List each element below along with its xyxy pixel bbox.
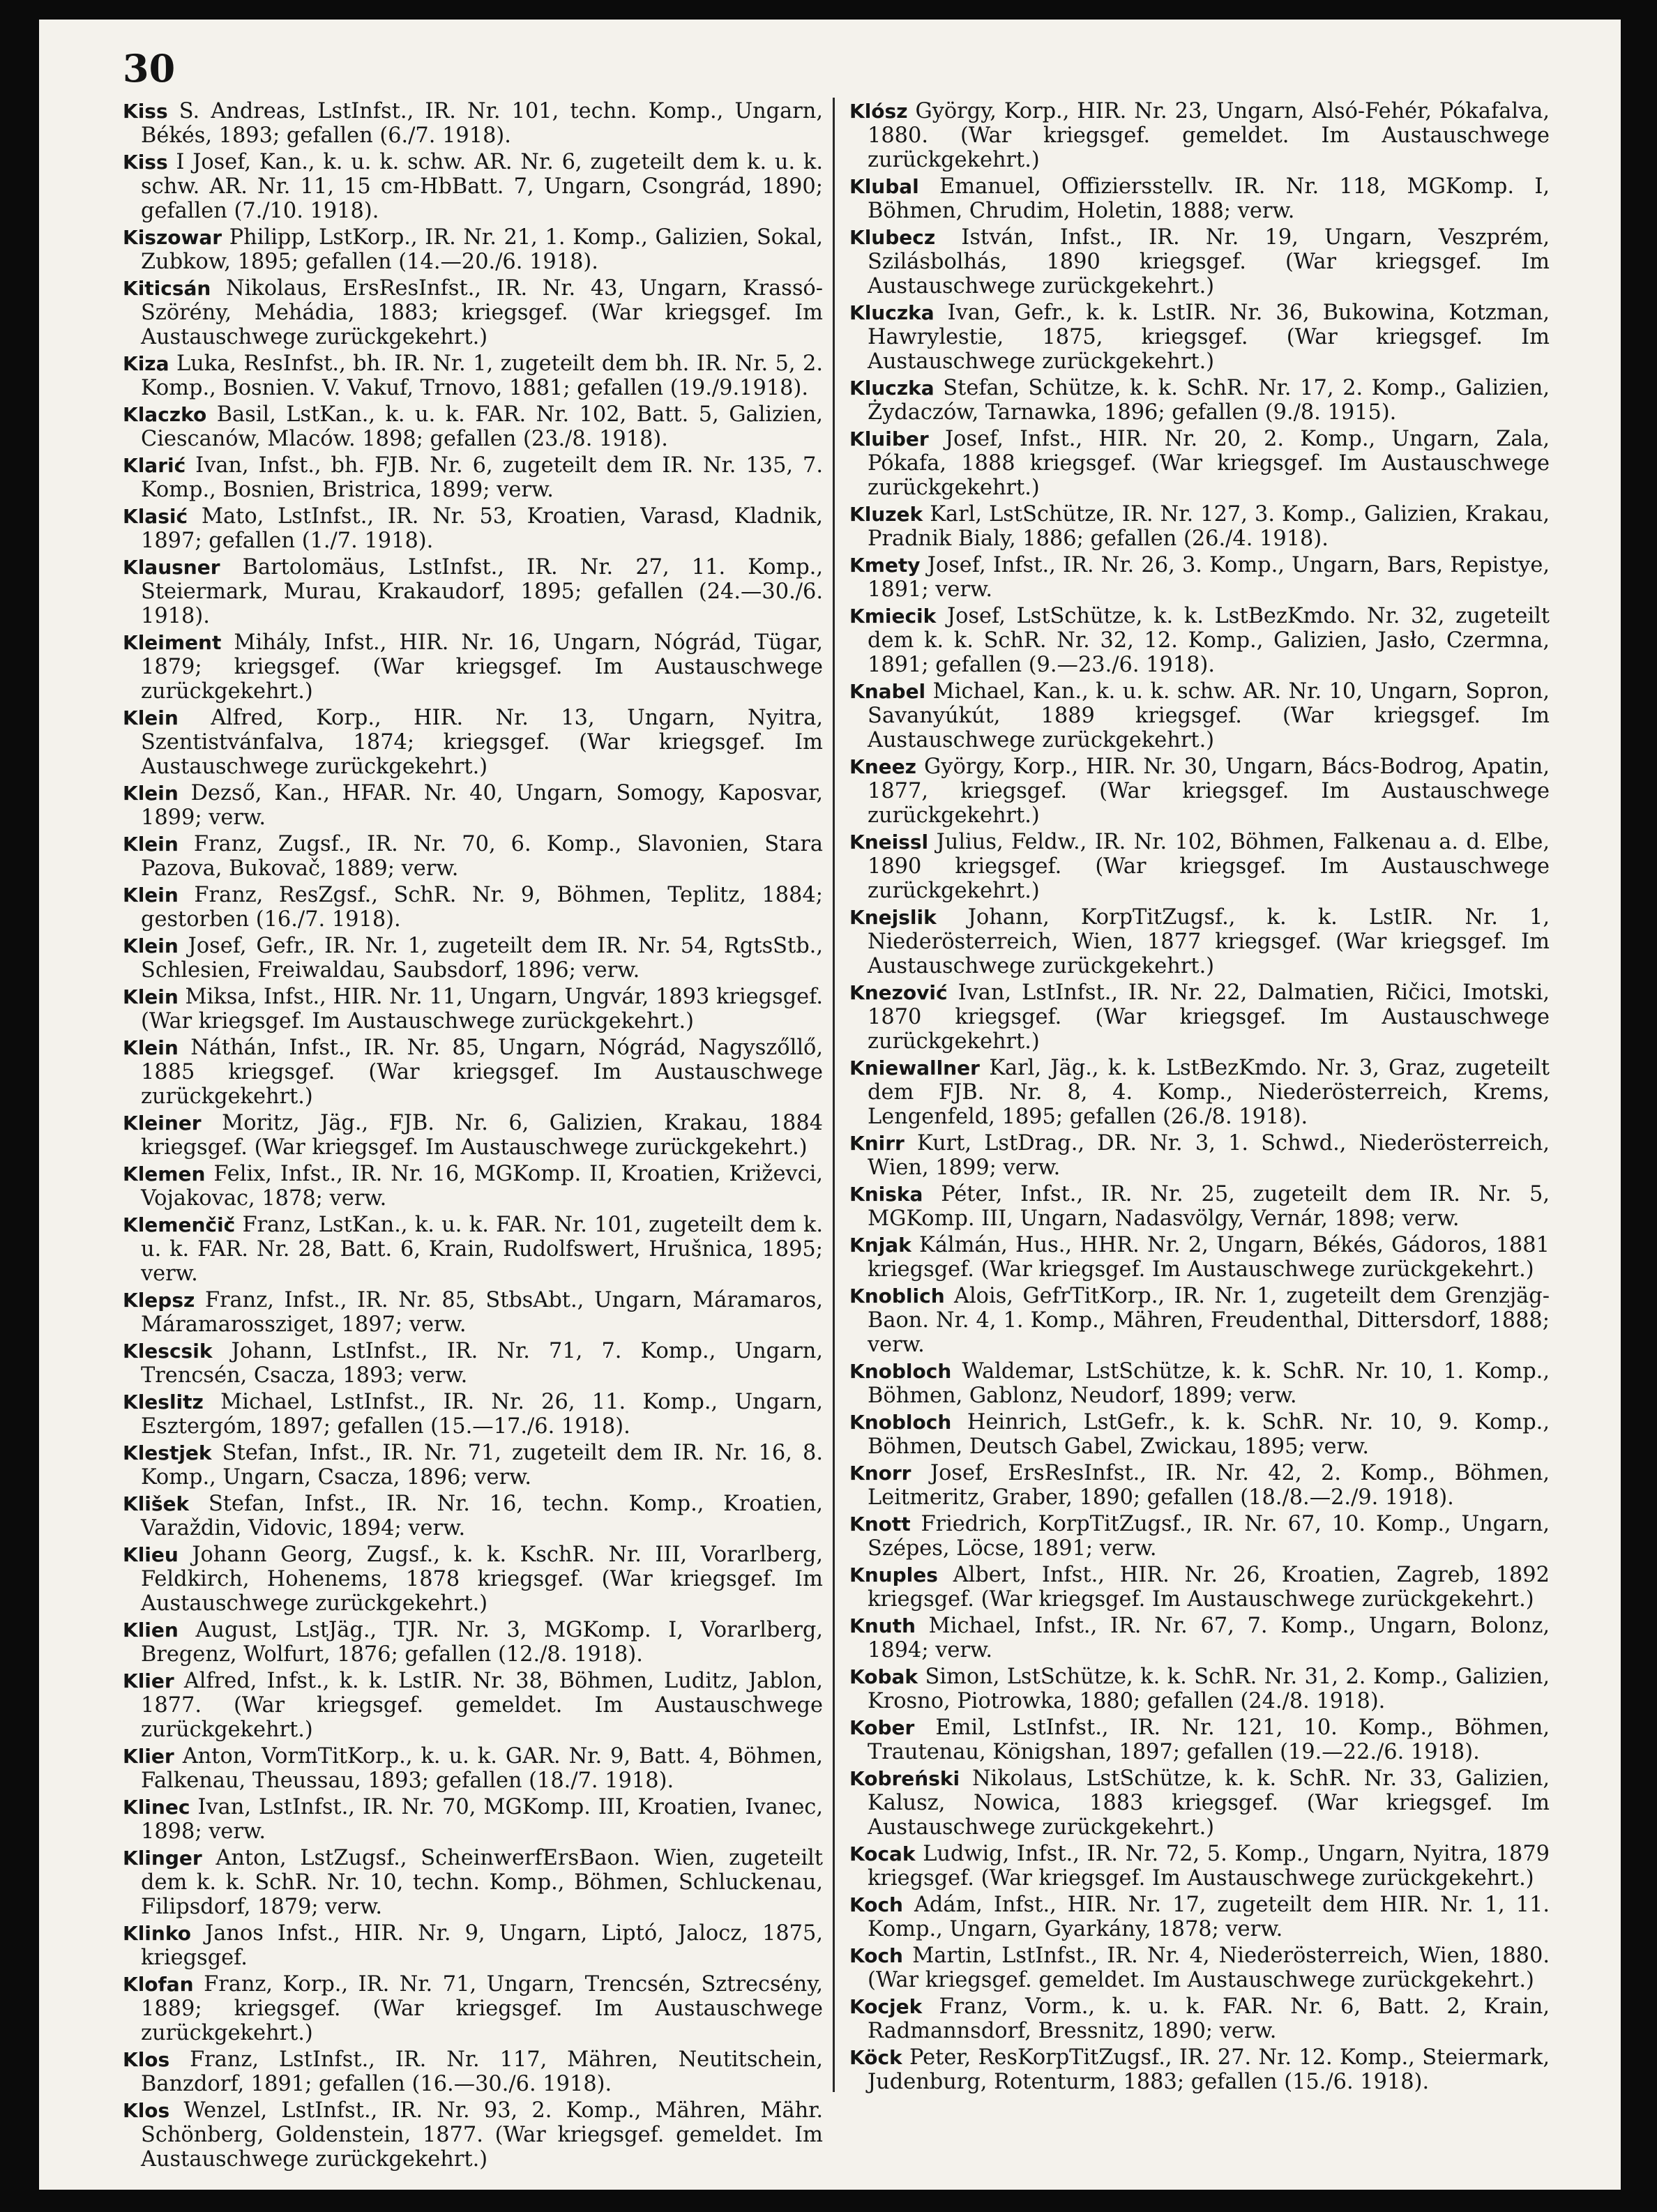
entry-text: Alfred, Infst., k. k. LstIR. Nr. 38, Böhmen, Luditz, Jablon, 1877. (War kriegsgef. gemeldet. Im Austauschwege zurückgekehrt.): [141, 1669, 823, 1742]
list-item: [849, 1131, 1550, 1180]
entry-name: Kiszowar: [123, 226, 222, 249]
entry-name: Kobak: [849, 1665, 918, 1688]
entry-name: Knorr: [849, 1462, 911, 1485]
entry-text: Dezső, Kan., HFAR. Nr. 40, Ungarn, Somogy, Kaposvar, 1899; verw.: [141, 781, 823, 830]
entry-text: Albert, Infst., HIR. Nr. 26, Kroatien, Zagreb, 1892 kriegsgef. (War kriegsgef. Im Austauschwege zurückgekehrt.): [868, 1563, 1550, 1612]
entry-name: Kneissl: [849, 831, 929, 854]
list-item: [849, 1614, 1550, 1662]
entry-name: Kniewallner: [849, 1056, 980, 1080]
entry-name: Kluczka: [849, 301, 935, 324]
entry-text: Emil, LstInfst., IR. Nr. 121, 10. Komp., Böhmen, Trautenau, Königshan, 1897; gefallen (19.—22./6. 1918).: [868, 1715, 1550, 1764]
list-item: [849, 755, 1550, 828]
list-item: [849, 2045, 1550, 2094]
entry-text: Ivan, LstInfst., IR. Nr. 70, MGKomp. III, Kroatien, Ivanec, 1898; verw.: [141, 1795, 823, 1844]
list-item: [123, 781, 823, 830]
entry-text: Karl, Jäg., k. k. LstBezKmdo. Nr. 3, Graz, zugeteilt dem FJB. Nr. 8, 4. Komp., Niederösterreich, Krems, Lengenfeld, 1895; gefallen (26./8. 1918).: [868, 1056, 1550, 1129]
entry-name: Kleiner: [123, 1112, 202, 1135]
entry-name: Kocjek: [849, 1995, 923, 2018]
entry-text: Michael, Kan., k. u. k. schw. AR. Nr. 10, Ungarn, Sopron, Savanyúkút, 1889 kriegsgef. (War kriegsgef. Im Austauschwege zurückgekehrt.): [868, 679, 1550, 752]
entry-text: Josef, Gefr., IR. Nr. 1, zugeteilt dem IR. Nr. 54, RgtsStb., Schlesien, Freiwaldau, Saubsdorf, 1896; verw.: [141, 934, 823, 983]
entry-text: Julius, Feldw., IR. Nr. 102, Böhmen, Falkenau a. d. Elbe, 1890 kriegsgef. (War kriegsgef. Im Austauschwege zurückgekehrt.): [868, 830, 1550, 903]
entry-text: Mato, LstInfst., IR. Nr. 53, Kroatien, Varasd, Kladnik, 1897; gefallen (1./7. 1918).: [141, 504, 823, 553]
list-item: [849, 1233, 1550, 1282]
entry-text: Karl, LstSchütze, IR. Nr. 127, 3. Komp., Galizien, Krakau, Pradnik Bialy, 1886; gefallen (26./4. 1918).: [868, 502, 1550, 551]
entry-text: Mihály, Infst., HIR. Nr. 16, Ungarn, Nógrád, Tügar, 1879; kriegsgef. (War kriegsgef. Im Austauschwege zurückgekehrt.): [141, 630, 823, 704]
list-item: [849, 1056, 1550, 1129]
entry-text: Ludwig, Infst., IR. Nr. 72, 5. Komp., Ungarn, Nyitra, 1879 kriegsgef. (War kriegsgef. Im Austauschwege zurückgekehrt.): [868, 1842, 1550, 1891]
entry-name: Kobreński: [849, 1767, 960, 1790]
list-item: [849, 1994, 1550, 2043]
entry-text: Simon, LstSchütze, k. k. SchR. Nr. 31, 2. Komp., Galizien, Krosno, Piotrowka, 1880; gefallen (24./8. 1918).: [868, 1665, 1550, 1713]
entry-name: Kluiber: [849, 427, 929, 450]
entry-text: György, Korp., HIR. Nr. 30, Ungarn, Bács-Bodrog, Apatin, 1877, kriegsgef. (War kriegsgef. Im Austauschwege zurückgekehrt.): [868, 755, 1550, 828]
list-item: [123, 1618, 823, 1667]
list-item: [849, 1893, 1550, 1941]
list-item: [123, 453, 823, 502]
entry-name: Koch: [849, 1893, 903, 1916]
entry-text: Franz, Vorm., k. u. k. FAR. Nr. 6, Batt. 2, Krain, Radmannsdorf, Bressnitz, 1890; verw.: [868, 1994, 1550, 2043]
entry-name: Kniska: [849, 1183, 923, 1206]
entry-text: Martin, LstInfst., IR. Nr. 4, Niederösterreich, Wien, 1880. (War kriegsgef. gemeldet. Im Austauschwege zurückgekehrt.): [868, 1944, 1550, 1992]
entry-text: Stefan, Infst., IR. Nr. 16, techn. Komp., Kroatien, Varaždin, Vidovic, 1894; verw.: [141, 1492, 823, 1540]
entry-name: Kocak: [849, 1842, 916, 1865]
entry-text: I Josef, Kan., k. u. k. schw. AR. Nr. 6, zugeteilt dem k. u. k. schw. AR. Nr. 11, 15 cm-HbBatt. 7, Ungarn, Csongrád, 1890; gefallen (7./10. 1918).: [141, 150, 823, 223]
entry-name: Knuples: [849, 1563, 938, 1586]
list-item: [849, 1715, 1550, 1764]
entry-text: Franz, Korp., IR. Nr. 71, Ungarn, Trencsén, Sztrecsény, 1889; kriegsgef. (War kriegsgef. Im Austauschwege zurückgekehrt.): [141, 1972, 823, 2045]
list-item: [123, 1213, 823, 1286]
entry-text: S. Andreas, LstInfst., IR. Nr. 101, techn. Komp., Ungarn, Békés, 1893; gefallen (6./7. 1918).: [141, 99, 823, 148]
list-item: [123, 1339, 823, 1388]
list-item: [123, 630, 823, 704]
entry-text: Miksa, Infst., HIR. Nr. 11, Ungarn, Ungvár, 1893 kriegsgef. (War kriegsgef. Im Austauschwege zurückgekehrt.): [141, 985, 823, 1033]
entry-text: György, Korp., HIR. Nr. 23, Ungarn, Alsó-Fehér, Pókafalva, 1880. (War kriegsgef. gemeldet. Im Austauschwege zurückgekehrt.): [868, 99, 1550, 172]
entry-text: Adám, Infst., HIR. Nr. 17, zugeteilt dem HIR. Nr. 1, 11. Komp., Ungarn, Gyarkány, 1878; verw.: [868, 1893, 1550, 1941]
entry-text: Josef, LstSchütze, k. k. LstBezKmdo. Nr. 32, zugeteilt dem k. k. SchR. Nr. 32, 12. Komp., Galizien, Jasło, Czermna, 1891; gefallen (9.—23./6. 1918).: [868, 604, 1550, 677]
entry-text: Felix, Infst., IR. Nr. 16, MGKomp. II, Kroatien, Križevci, Vojakovac, 1878; verw.: [141, 1162, 823, 1211]
list-item: [123, 1921, 823, 1970]
list-item: [123, 1972, 823, 2045]
list-item: [849, 1766, 1550, 1840]
entry-name: Kmety: [849, 554, 921, 577]
entry-name: Knezović: [849, 981, 948, 1004]
entry-name: Klasić: [123, 505, 188, 528]
entry-text: Janos Infst., HIR. Nr. 9, Ungarn, Liptó, Jalocz, 1875, kriegsgef.: [141, 1921, 823, 1970]
list-item: [849, 376, 1550, 425]
entry-name: Kleslitz: [123, 1391, 204, 1414]
list-item: [123, 1162, 823, 1211]
entry-name: Klein: [123, 884, 179, 907]
list-item: [123, 276, 823, 349]
list-item: [123, 1492, 823, 1540]
list-item: [123, 883, 823, 932]
entry-text: Michael, Infst., IR. Nr. 67, 7. Komp., Ungarn, Bolonz, 1894; verw.: [868, 1614, 1550, 1662]
list-item: [849, 1665, 1550, 1713]
list-item: [123, 985, 823, 1033]
entry-name: Kiss: [123, 100, 168, 123]
entry-text: Moritz, Jäg., FJB. Nr. 6, Galizien, Krakau, 1884 kriegsgef. (War kriegsgef. Im Austauschwege zurückgekehrt.): [141, 1111, 823, 1160]
entry-name: Klien: [123, 1619, 179, 1642]
entry-text: Alois, GefrTitKorp., IR. Nr. 1, zugeteilt dem Grenzjäg-Baon. Nr. 4, 1. Komp., Mähren, Freudenthal, Dittersdorf, 1888; verw.: [868, 1284, 1550, 1357]
entry-text: Náthán, Infst., IR. Nr. 85, Ungarn, Nógrád, Nagyszőllő, 1885 kriegsgef. (War kriegsgef. Im Austauschwege zurückgekehrt.): [141, 1036, 823, 1109]
entry-name: Klemenčič: [123, 1213, 236, 1236]
entry-text: Josef, Infst., HIR. Nr. 20, 2. Komp., Ungarn, Zala, Pókafa, 1888 kriegsgef. (War kriegsgef. Im Austauschwege zurückgekehrt.): [868, 427, 1550, 500]
entry-name: Klescsik: [123, 1340, 213, 1363]
entry-name: Klos: [123, 2099, 170, 2122]
page-number: 30: [123, 46, 176, 91]
entry-name: Knobloch: [849, 1360, 952, 1383]
entry-name: Koch: [849, 1944, 903, 1967]
entry-name: Klubecz: [849, 226, 936, 249]
list-item: [123, 706, 823, 779]
list-item: [123, 1390, 823, 1439]
list-item: [849, 225, 1550, 298]
list-item: [123, 1846, 823, 1919]
entry-name: Klepsz: [123, 1289, 195, 1312]
list-item: [849, 1461, 1550, 1510]
list-item: [123, 1669, 823, 1742]
entry-text: Michael, LstInfst., IR. Nr. 26, 11. Komp., Ungarn, Esztergóm, 1897; gefallen (15.—17./6. 1918).: [141, 1390, 823, 1439]
list-item: [123, 99, 823, 148]
entry-name: Klaczko: [123, 403, 207, 426]
entry-name: Klein: [123, 706, 179, 729]
list-item: [123, 1744, 823, 1793]
entry-name: Knott: [849, 1513, 911, 1536]
entry-text: Waldemar, LstSchütze, k. k. SchR. Nr. 10, 1. Komp., Böhmen, Gablonz, Neudorf, 1899; verw.: [868, 1359, 1550, 1408]
entry-name: Kleiment: [123, 631, 222, 654]
list-item: [123, 1288, 823, 1337]
list-item: [123, 934, 823, 983]
entry-name: Klausner: [123, 556, 220, 579]
list-item: [123, 1543, 823, 1616]
entry-name: Köck: [849, 2046, 902, 2069]
entry-name: Klein: [123, 985, 179, 1008]
entry-text: August, LstJäg., TJR. Nr. 3, MGKomp. I, Vorarlberg, Bregenz, Wolfurt, 1876; gefallen (12./8. 1918).: [141, 1618, 823, 1667]
list-item: [123, 1111, 823, 1160]
entry-text: Stefan, Schütze, k. k. SchR. Nr. 17, 2. Komp., Galizien, Żydaczów, Tarnawka, 1896; gefallen (9./8. 1915).: [868, 376, 1550, 425]
entry-text: Johann, LstInfst., IR. Nr. 71, 7. Komp., Ungarn, Trencsén, Csacza, 1893; verw.: [141, 1339, 823, 1388]
entry-text: Luka, ResInfst., bh. IR. Nr. 1, zugeteilt dem bh. IR. Nr. 5, 2. Komp., Bosnien. V. Vakuf, Trnovo, 1881; gefallen (19./9.1918).: [141, 351, 823, 400]
entry-name: Klein: [123, 1036, 179, 1059]
list-item: [849, 427, 1550, 500]
list-item: [849, 174, 1550, 223]
list-item: [849, 99, 1550, 172]
entry-text: Anton, VormTitKorp., k. u. k. GAR. Nr. 9, Batt. 4, Böhmen, Falkenau, Theussau, 1893; gefallen (18./7. 1918).: [141, 1744, 823, 1793]
entry-text: Basil, LstKan., k. u. k. FAR. Nr. 102, Batt. 5, Galizien, Ciescanów, Mlaców. 1898; gefallen (23./8. 1918).: [141, 402, 823, 451]
column-divider: [833, 98, 835, 2092]
list-item: [123, 2098, 823, 2172]
entry-name: Klinec: [123, 1796, 190, 1819]
list-item: [849, 1359, 1550, 1408]
list-item: [849, 1842, 1550, 1891]
entry-text: Péter, Infst., IR. Nr. 25, zugeteilt dem IR. Nr. 5, MGKomp. III, Ungarn, Nadasvölgy, Vernár, 1898; verw.: [868, 1182, 1550, 1231]
entry-name: Knjak: [849, 1234, 911, 1257]
list-item: [849, 502, 1550, 551]
entry-name: Klemen: [123, 1162, 206, 1185]
list-item: [849, 905, 1550, 978]
entry-name: Klein: [123, 833, 179, 856]
list-item: [849, 830, 1550, 903]
entry-text: Franz, Zugsf., IR. Nr. 70, 6. Komp., Slavonien, Stara Pazova, Bukovač, 1889; verw.: [141, 832, 823, 881]
entry-text: Johann Georg, Zugsf., k. k. KschR. Nr. III, Vorarlberg, Feldkirch, Hohenems, 1878 kriegsgef. (War kriegsgef. Im Austauschwege zurückgekehrt.): [141, 1543, 823, 1616]
entry-name: Knoblich: [849, 1285, 945, 1308]
entry-text: Peter, ResKorpTitZugsf., IR. 27. Nr. 12. Komp., Steiermark, Judenburg, Rotenturm, 1883; gefallen (15./6. 1918).: [868, 2045, 1550, 2094]
list-item: [849, 1284, 1550, 1357]
entry-text: Kálmán, Hus., HHR. Nr. 2, Ungarn, Békés, Gádoros, 1881 kriegsgef. (War kriegsgef. Im Austauschwege zurückgekehrt.): [868, 1233, 1550, 1282]
list-item: [849, 679, 1550, 752]
entry-name: Klósz: [849, 100, 908, 123]
list-item: [123, 351, 823, 400]
entry-name: Knobloch: [849, 1411, 952, 1434]
list-item: [849, 1182, 1550, 1231]
entry-text: Ivan, Gefr., k. k. LstIR. Nr. 36, Bukowina, Kotzman, Hawrylestie, 1875, kriegsgef. (War kriegsgef. Im Austauschwege zurückgekehrt.): [868, 301, 1550, 374]
list-item: [849, 1410, 1550, 1459]
entry-name: Knuth: [849, 1614, 916, 1637]
entry-name: Kmiecik: [849, 605, 937, 628]
entry-text: Ivan, LstInfst., IR. Nr. 22, Dalmatien, Ričici, Imotski, 1870 kriegsgef. (War kriegsgef. Im Austauschwege zurückgekehrt.): [868, 980, 1550, 1054]
list-item: [123, 150, 823, 223]
list-item: [849, 1944, 1550, 1992]
entry-text: Emanuel, Offiziersstellv. IR. Nr. 118, MGKomp. I, Böhmen, Chrudim, Holetin, 1888; verw.: [868, 174, 1550, 223]
list-item: [849, 301, 1550, 374]
list-item: [123, 1795, 823, 1844]
list-item: [849, 980, 1550, 1054]
entry-text: Nikolaus, ErsResInfst., IR. Nr. 43, Ungarn, Krassó-Szörény, Mehádia, 1883; kriegsgef. (War kriegsgef. Im Austauschwege zurückgekehrt.): [141, 276, 823, 349]
entry-name: Knirr: [849, 1132, 905, 1155]
list-item: [849, 553, 1550, 602]
entry-name: Klein: [123, 782, 179, 805]
entry-name: Kober: [849, 1716, 915, 1739]
entry-text: Alfred, Korp., HIR. Nr. 13, Ungarn, Nyitra, Szentistvánfalva, 1874; kriegsgef. (War kriegsgef. Im Austauschwege zurückgekehrt.): [141, 706, 823, 779]
entry-name: Kluzek: [849, 503, 923, 526]
list-item: [849, 604, 1550, 677]
entry-name: Klier: [123, 1669, 174, 1692]
entry-name: Kneez: [849, 755, 916, 778]
entry-name: Klubal: [849, 175, 919, 198]
entry-name: Klofan: [123, 1973, 194, 1996]
entry-name: Klestjek: [123, 1441, 212, 1464]
entry-text: Franz, LstInfst., IR. Nr. 117, Mähren, Neutitschein, Banzdorf, 1891; gefallen (16.—30./6. 1918).: [141, 2047, 823, 2096]
left-column: [123, 99, 823, 2174]
entry-name: Kiza: [123, 352, 169, 375]
list-item: [849, 1563, 1550, 1612]
entry-text: Friedrich, KorpTitZugsf., IR. Nr. 67, 10. Komp., Ungarn, Szépes, Löcse, 1891; verw.: [868, 1512, 1550, 1561]
entry-name: Kiticsán: [123, 277, 211, 300]
entry-name: Kiss: [123, 151, 168, 174]
entry-text: Nikolaus, LstSchütze, k. k. SchR. Nr. 33, Galizien, Kalusz, Nowica, 1883 kriegsgef. (War kriegsgef. Im Austauschwege zurückgekehrt.): [868, 1766, 1550, 1840]
entry-text: Stefan, Infst., IR. Nr. 71, zugeteilt dem IR. Nr. 16, 8. Komp., Ungarn, Csacza, 1896; verw.: [141, 1441, 823, 1490]
list-item: [123, 225, 823, 274]
list-item: [123, 2047, 823, 2096]
entry-text: Wenzel, LstInfst., IR. Nr. 93, 2. Komp., Mähren, Mähr. Schönberg, Goldenstein, 1877. (War kriegsgef. gemeldet. Im Austauschwege zurückgekehrt.): [141, 2098, 823, 2172]
entry-text: Bartolomäus, LstInfst., IR. Nr. 27, 11. Komp., Steiermark, Murau, Krakaudorf, 1895; gefallen (24.—30./6. 1918).: [141, 555, 823, 628]
right-column: [849, 99, 1550, 2096]
entry-text: Franz, LstKan., k. u. k. FAR. Nr. 101, zugeteilt dem k. u. k. FAR. Nr. 28, Batt. 6, Krain, Rudolfswert, Hrušnica, 1895; verw.: [141, 1213, 823, 1286]
entry-name: Klos: [123, 2048, 170, 2071]
list-item: [123, 555, 823, 628]
entry-text: Ivan, Infst., bh. FJB. Nr. 6, zugeteilt dem IR. Nr. 135, 7. Komp., Bosnien, Bristrica, 1899; verw.: [141, 453, 823, 502]
entry-text: Josef, ErsResInfst., IR. Nr. 42, 2. Komp., Böhmen, Leitmeritz, Graber, 1890; gefallen (18./8.—2./9. 1918).: [868, 1461, 1550, 1510]
list-item: [123, 1036, 823, 1109]
entry-text: István, Infst., IR. Nr. 19, Ungarn, Veszprém, Szilásbolhás, 1890 kriegsgef. (War kriegsgef. Im Austauschwege zurückgekehrt.): [868, 225, 1550, 298]
entry-name: Klein: [123, 934, 179, 957]
entry-text: Philipp, LstKorp., IR. Nr. 21, 1. Komp., Galizien, Sokal, Zubkow, 1895; gefallen (14.—20./6. 1918).: [141, 225, 823, 274]
entry-text: Heinrich, LstGefr., k. k. SchR. Nr. 10, 9. Komp., Böhmen, Deutsch Gabel, Zwickau, 1895; verw.: [868, 1410, 1550, 1459]
entry-name: Knejslik: [849, 906, 937, 929]
list-item: [849, 1512, 1550, 1561]
entry-name: Klinko: [123, 1922, 191, 1945]
entry-text: Josef, Infst., IR. Nr. 26, 3. Komp., Ungarn, Bars, Repistye, 1891; verw.: [868, 553, 1550, 602]
list-item: [123, 402, 823, 451]
list-item: [123, 832, 823, 881]
entry-name: Klieu: [123, 1543, 179, 1566]
entry-text: Johann, KorpTitZugsf., k. k. LstIR. Nr. 1, Niederösterreich, Wien, 1877 kriegsgef. (War kriegsgef. Im Austauschwege zurückgekehrt.): [868, 905, 1550, 978]
entry-name: Klinger: [123, 1847, 202, 1870]
entry-text: Franz, ResZgsf., SchR. Nr. 9, Böhmen, Teplitz, 1884; gestorben (16./7. 1918).: [141, 883, 823, 932]
entry-name: Klarić: [123, 454, 186, 477]
entry-text: Franz, Infst., IR. Nr. 85, StbsAbt., Ungarn, Máramaros, Máramarossziget, 1897; verw.: [141, 1288, 823, 1337]
list-item: [123, 1441, 823, 1490]
entry-name: Kluczka: [849, 377, 935, 400]
entry-name: Knabel: [849, 680, 926, 703]
entry-name: Klier: [123, 1745, 174, 1768]
entry-name: Klišek: [123, 1492, 190, 1515]
list-item: [123, 504, 823, 553]
entry-text: Anton, LstZugsf., ScheinwerfErsBaon. Wien, zugeteilt dem k. k. SchR. Nr. 10, techn. Komp., Böhmen, Schluckenau, Filipsdorf, 1879; verw.: [141, 1846, 823, 1919]
entry-text: Kurt, LstDrag., DR. Nr. 3, 1. Schwd., Niederösterreich, Wien, 1899; verw.: [868, 1131, 1550, 1180]
